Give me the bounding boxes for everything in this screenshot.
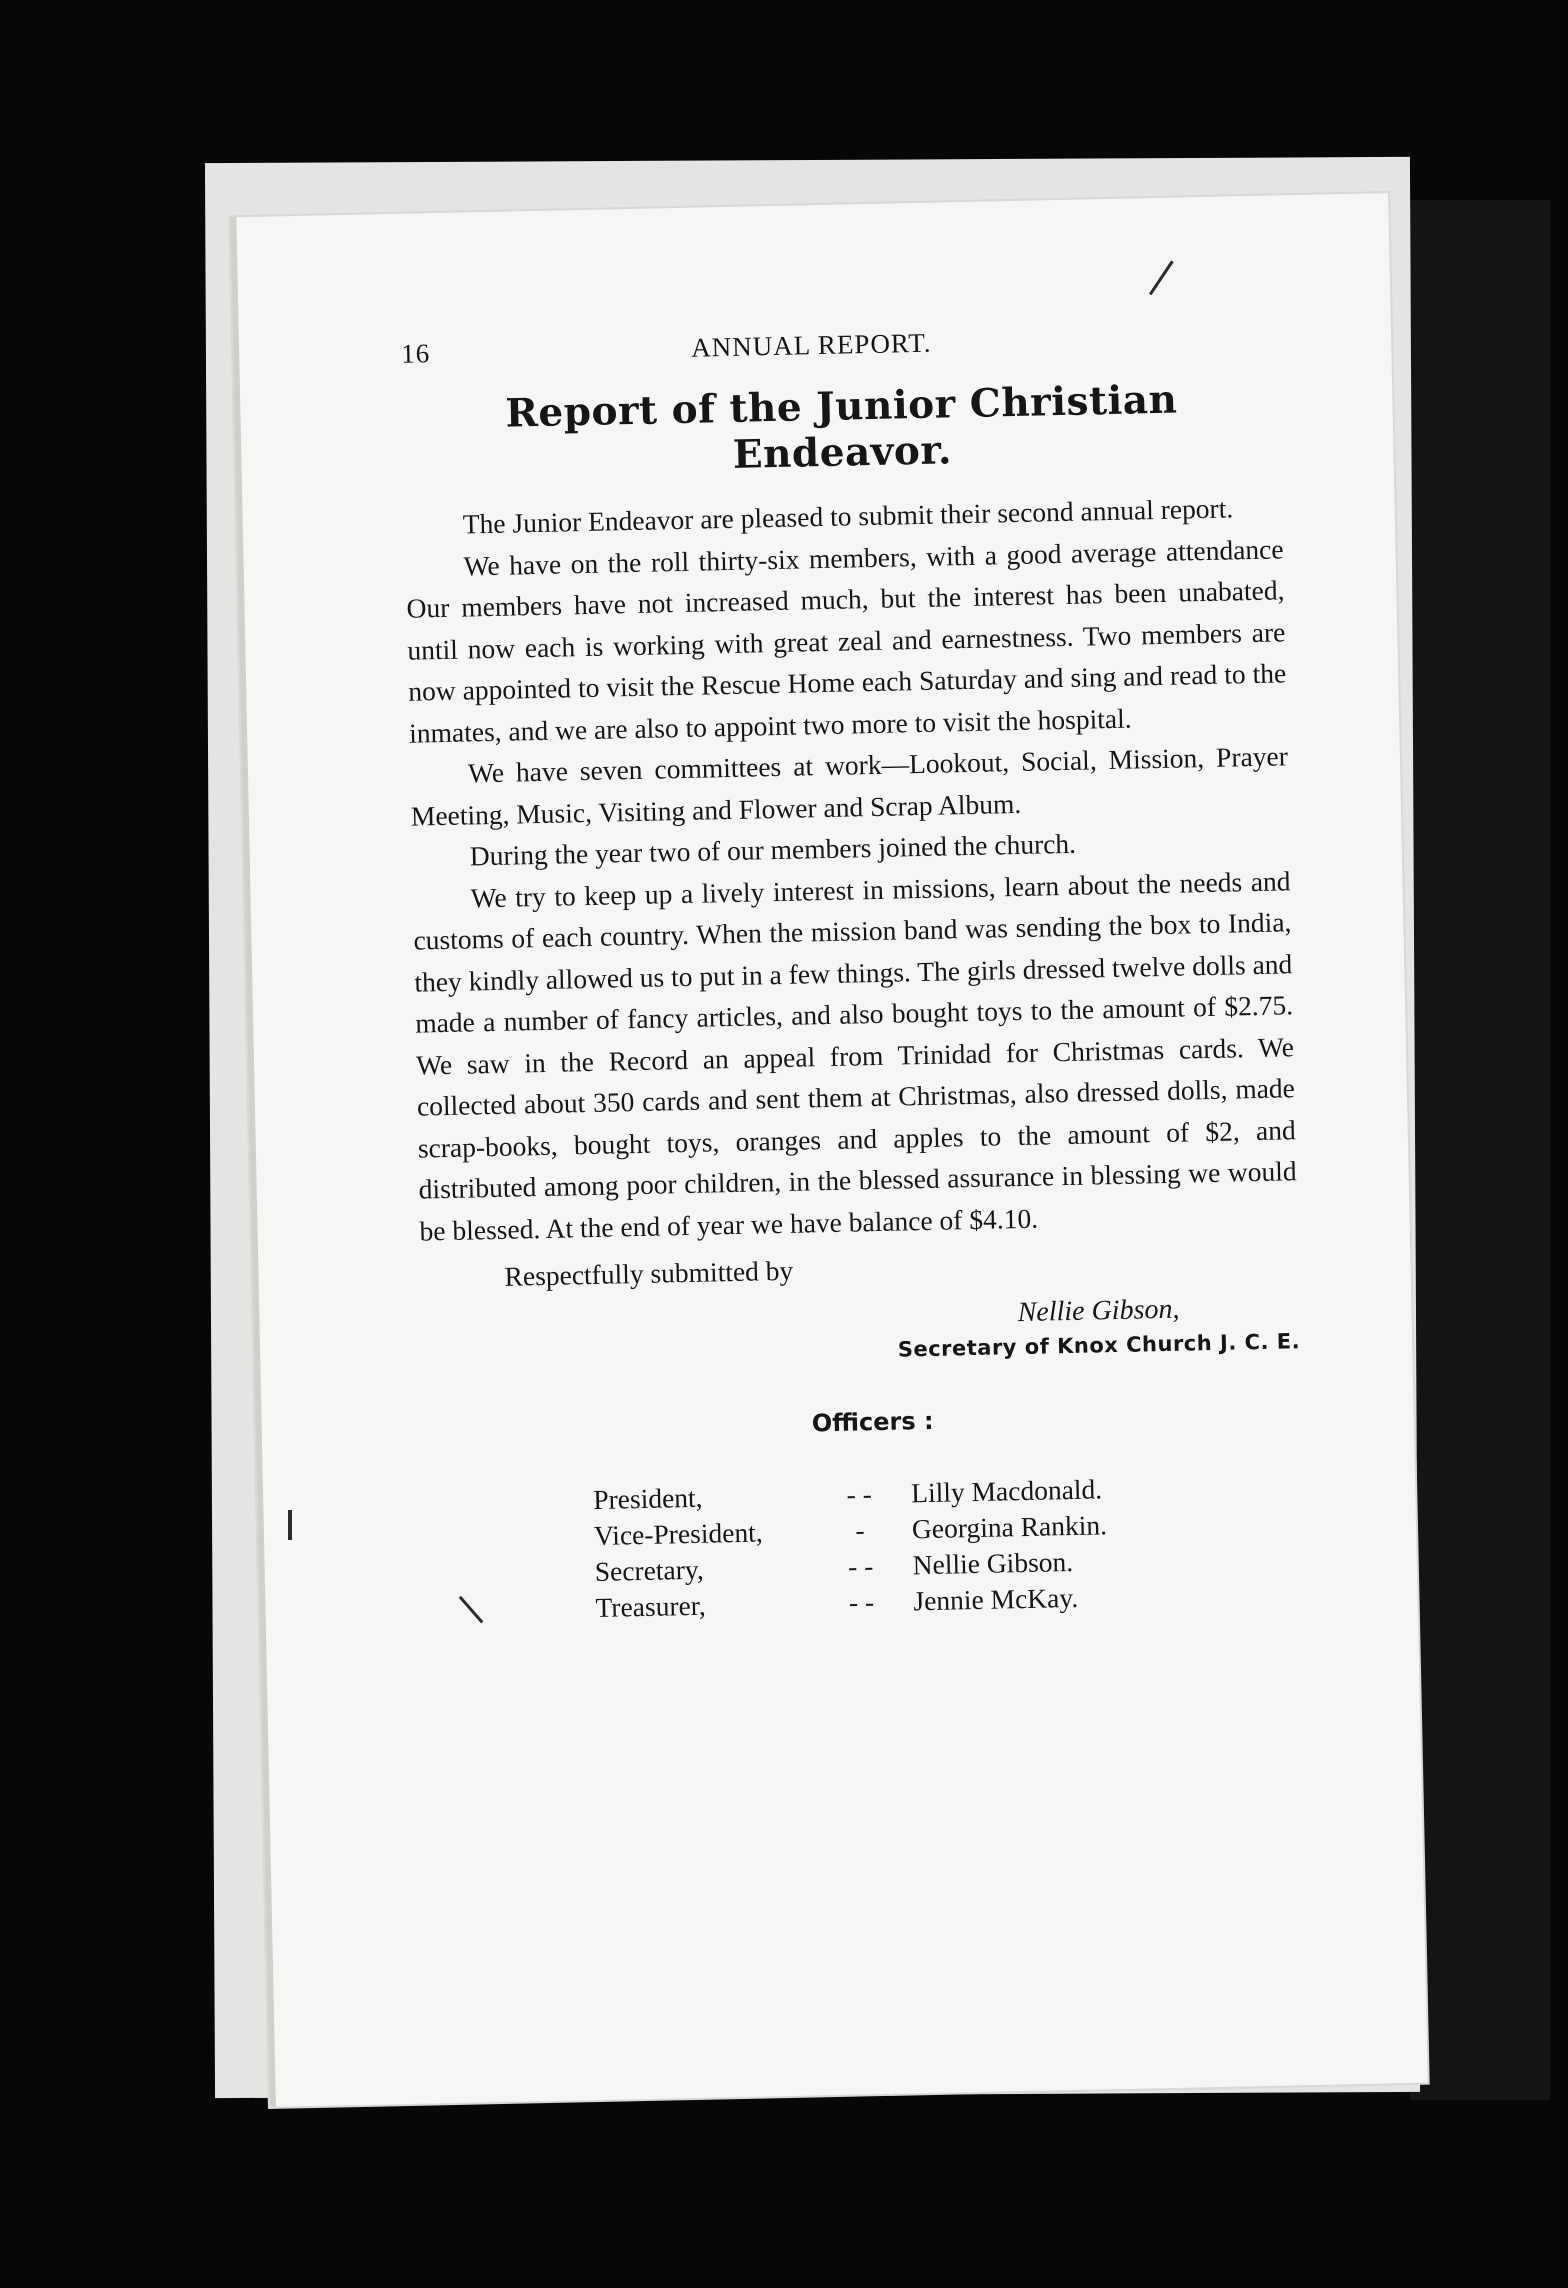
officer-name: Jennie McKay. <box>913 1581 1079 1616</box>
page-number: 16 <box>400 338 431 369</box>
signatory-title: Secretary of Knox Church J. C. E. <box>897 1328 1301 1362</box>
officer-role: Secretary, <box>594 1553 704 1587</box>
running-header <box>401 320 1280 384</box>
officer-role: President, <box>592 1481 703 1515</box>
officer-name: Nellie Gibson. <box>912 1545 1074 1580</box>
edge-mark <box>288 1510 292 1540</box>
pencil-mark <box>1149 260 1174 295</box>
paragraph-church: During the year two of our members joined the church. <box>469 827 1077 872</box>
officers-list <box>593 1467 1306 1626</box>
report-title: Report of the Junior Christian Endeavor. <box>504 376 1178 478</box>
officer-dash: - <box>855 1513 865 1546</box>
page-text-block <box>401 320 1306 1629</box>
paragraph-missions: We try to keep up a lively interest in missions, learn about the needs and customs of each country. When the mission band was sending the box to India, they kindly allowed us to put in a few things. The girls dressed twelve dolls and made a number of fancy articles, and also bought toys to the amount of $2.75. We saw in the Record an appeal from Trinidad for Christmas cards. We collected about 350 cards and sent them at Christmas, also dressed dolls, made scrap-books, bought toys, oranges and apples to the amount of $2, and distributed among poor children, in the blessed assurance in blessing we would be blessed. At the end of year we have balance of $4.10. <box>413 864 1297 1247</box>
officer-dash: - - <box>847 1549 874 1582</box>
officer-role: Treasurer, <box>595 1589 706 1623</box>
report-body <box>404 486 1297 1251</box>
header-title: ANNUAL REPORT. <box>690 327 932 363</box>
dark-edge-strip <box>1410 200 1550 2100</box>
officers-heading: Officers : <box>811 1406 934 1437</box>
officer-name: Lilly Macdonald. <box>910 1472 1103 1508</box>
officer-dash: - - <box>848 1585 875 1618</box>
officer-role: Vice-President, <box>593 1515 763 1551</box>
signatory-name: Nellie Gibson, <box>1017 1293 1180 1328</box>
officer-dash: - - <box>846 1477 873 1510</box>
paragraph-committees: We have seven committees at work—Lookout, Social, Mission, Prayer Meeting, Music, Visiting and Flower and Scrap Album. <box>410 740 1289 832</box>
paragraph-membership: We have on the roll thirty-six members, with a good average attendance Our members have not increased much, but the interest has been unabated, until now each is working with great zeal and earnestness. Two members are now appointed to visit the Rescue Home each Saturday and sing and read to the inmates, and we are also to appoint two more to visit the hospital. <box>406 532 1287 749</box>
document-page <box>230 193 1427 2107</box>
submitted-by-line: Respectfully submitted by <box>504 1254 794 1292</box>
officer-name: Georgina Rankin. <box>911 1508 1108 1544</box>
paragraph-intro: The Junior Endeavor are pleased to submit their second annual report. <box>462 492 1234 540</box>
